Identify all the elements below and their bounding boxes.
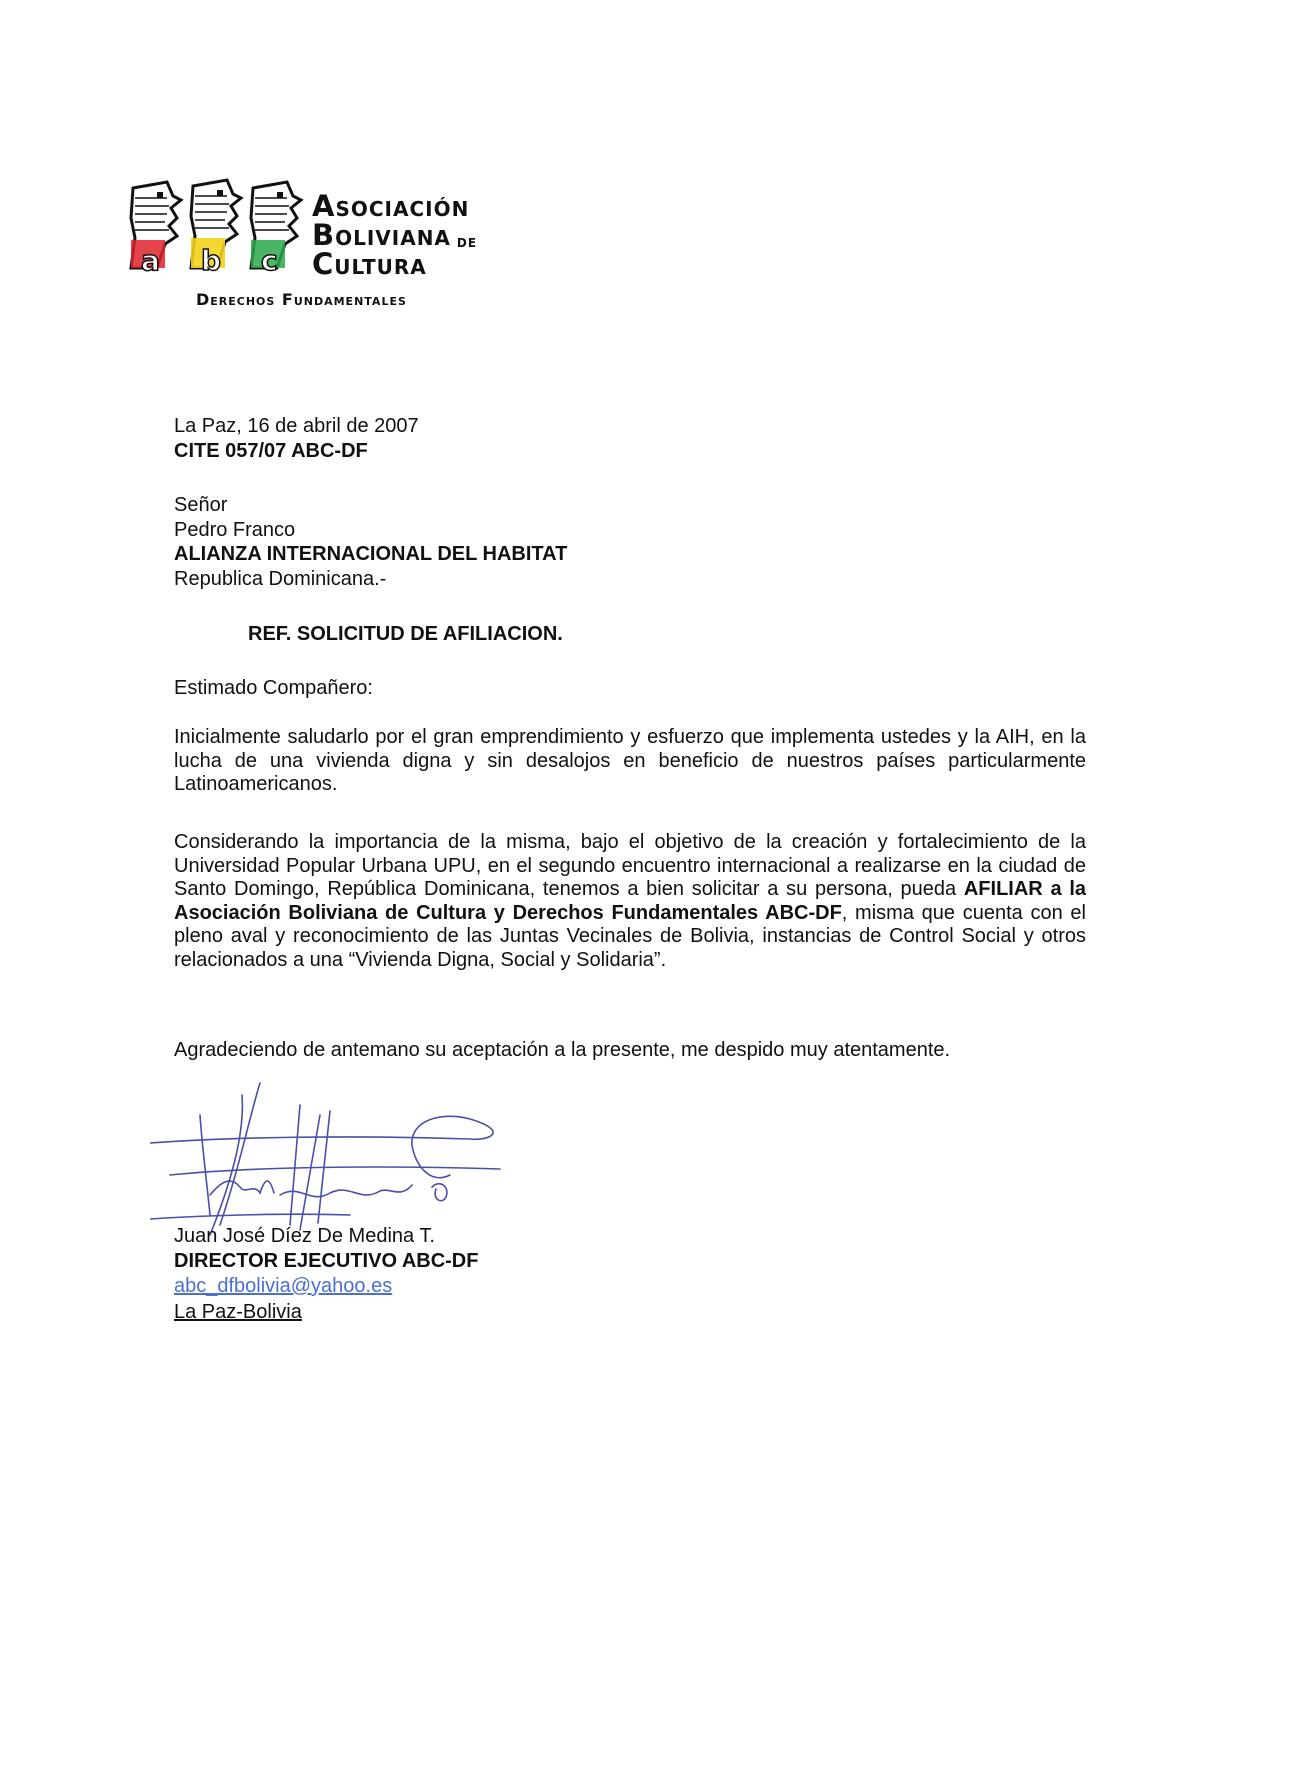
greeting: Estimado Compañero: <box>174 677 373 699</box>
signatory-email-link[interactable]: abc_dfbolivia@yahoo.es <box>174 1275 393 1297</box>
recipient-country: Republica Dominicana.- <box>174 568 387 590</box>
logo-letter-c: c <box>261 244 278 277</box>
letterhead <box>127 178 527 308</box>
org-name-de: DE <box>456 236 478 250</box>
cite-number: CITE 057/07 ABC-DF <box>174 440 368 462</box>
recipient-salutation: Señor <box>174 494 228 516</box>
org-name-line-2 <box>312 218 478 252</box>
paragraph-1: Inicialmente saludarlo por el gran emprendimiento y esfuerzo que implementa ustedes y la AIH, en la lucha de una vivienda digna y sin desalojos en beneficio de nuestros países particularmente Latinoamericanos. <box>174 726 1086 795</box>
signatory-city: La Paz-Bolivia <box>174 1301 302 1323</box>
paragraph-2 <box>174 831 1086 972</box>
place-date: La Paz, 16 de abril de 2007 <box>174 415 419 437</box>
paragraph-2-part-2: , misma que cuenta con el pleno aval y reconocimiento de las Juntas Vecinales de Bolivia, instancias de Control Social y otros relacionados a una “Vivienda Digna, Social y Solidaria”. <box>174 901 1087 971</box>
recipient-organization: ALIANZA INTERNACIONAL DEL HABITAT <box>174 543 568 565</box>
signatory-name: Juan José Díez De Medina T. <box>174 1225 435 1247</box>
recipient-name: Pedro Franco <box>174 519 296 541</box>
organization-name <box>312 189 478 281</box>
org-subtitle: Derechos Fundamentales <box>196 290 407 309</box>
reference-line: REF. SOLICITUD DE AFILIACION. <box>248 623 563 645</box>
org-name-line-1: Asociación <box>312 189 470 223</box>
paragraph-2-bold: AFILIAR a la Asociación Boliviana de Cultura y Derechos Fundamentales ABC-DF <box>174 878 1086 924</box>
logo-letter-b: b <box>201 244 222 277</box>
logo-letter-a: a <box>141 244 160 277</box>
signatory-title: DIRECTOR EJECUTIVO ABC-DF <box>174 1250 479 1272</box>
org-name-line-3: Cultura <box>312 247 427 281</box>
org-name-boliviana: Boliviana <box>312 218 451 252</box>
paragraph-2-part-1: Considerando la importancia de la misma, bajo el objetivo de la creación y fortalecimiento de la Universidad Popular Urbana UPU, en el segundo encuentro internacional a realizarse en la ciudad de Santo Domingo, República Dominicana, tenemos a bien solicitar a su persona, pueda <box>174 831 1086 900</box>
organization-logo-icon <box>127 178 317 278</box>
closing: Agradeciendo de antemano su aceptación a la presente, me despido muy atentamente. <box>174 1039 951 1061</box>
